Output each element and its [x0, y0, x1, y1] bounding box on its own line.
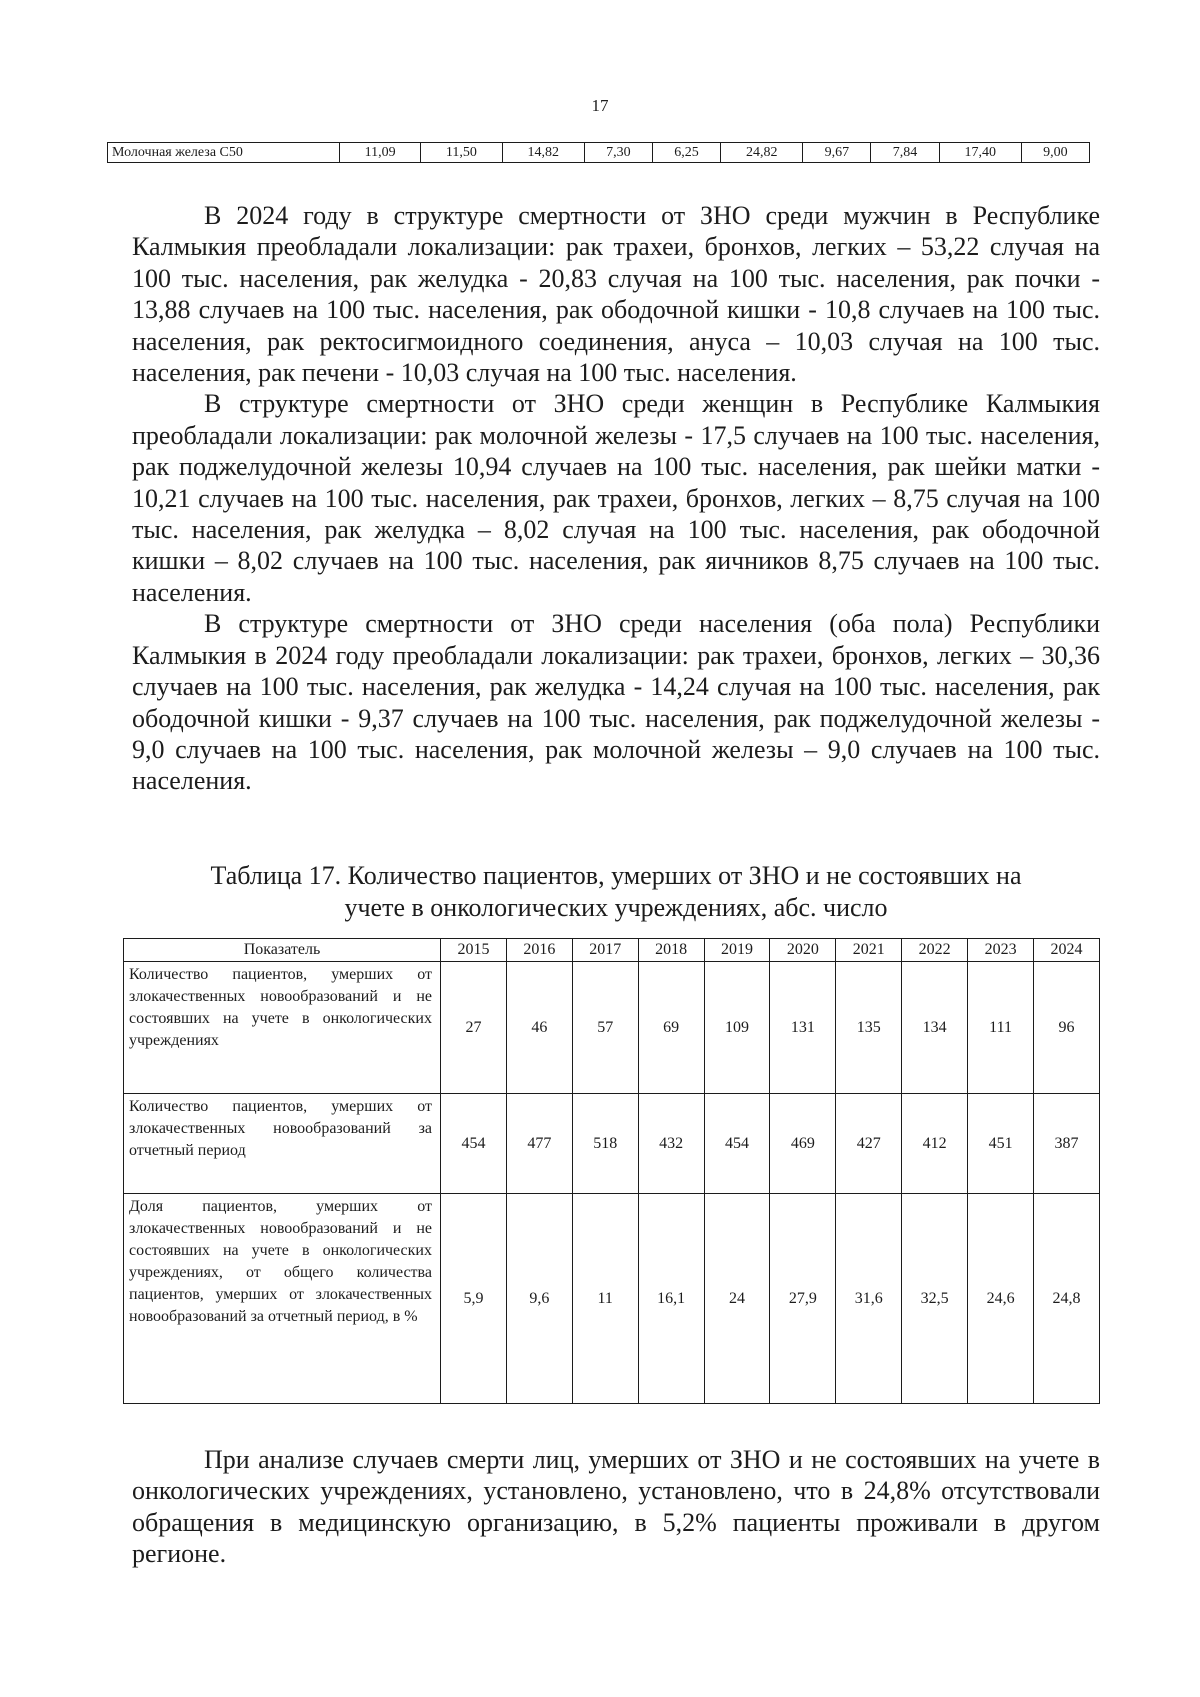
column-header-year: 2020 — [770, 939, 836, 962]
table-cell: 134 — [902, 962, 968, 1094]
table-caption-line: учете в онкологических учреждениях, абс. число — [344, 893, 888, 922]
table-cell: 17,40 — [939, 143, 1021, 163]
table-cell: 469 — [770, 1094, 836, 1194]
table-cell: 6,25 — [652, 143, 720, 163]
table-cell: 57 — [572, 962, 638, 1094]
table-cell: 7,30 — [584, 143, 652, 163]
table-cell: 69 — [638, 962, 704, 1094]
row-label: Молочная железа С50 — [108, 143, 340, 163]
table-header-row — [124, 939, 1100, 962]
paragraph-men: В 2024 году в структуре смертности от ЗНО среди мужчин в Республике Калмыкия преобладали локализации: рак трахеи, бронхов, легких – 53,22 случая на 100 тыс. населения, рак желудка - 20,83 случая на 100 тыс. населения, рак почки - 13,88 случаев на 100 тыс. населения, рак ободочной кишки - 10,8 случаев на 100 тыс. населения, рак ректосигмоидного соединения, ануса – 10,03 случая на 100 тыс. населения, рак печени - 10,03 случая на 100 тыс. населения. — [132, 201, 1100, 388]
column-header-year: 2021 — [836, 939, 902, 962]
table-cell: 27,9 — [770, 1194, 836, 1404]
table-cell: 412 — [902, 1094, 968, 1194]
table-cell: 111 — [968, 962, 1034, 1094]
table-cell: 387 — [1034, 1094, 1100, 1194]
column-header-indicator: Показатель — [124, 939, 441, 962]
table-cell: 27 — [441, 962, 507, 1094]
table-row — [124, 1194, 1100, 1404]
row-label: Количество пациентов, умерших от злокачественных новообразований за отчетный период — [124, 1094, 441, 1194]
column-header-year: 2016 — [506, 939, 572, 962]
table-row — [108, 143, 1090, 163]
table-cell: 454 — [441, 1094, 507, 1194]
column-header-year: 2023 — [968, 939, 1034, 962]
table-caption-line: Таблица 17. Количество пациентов, умерших от ЗНО и не состоявших на — [210, 861, 1022, 890]
table-17 — [123, 938, 1100, 1404]
table-cell: 24 — [704, 1194, 770, 1404]
table-cell: 16,1 — [638, 1194, 704, 1404]
table-cell: 7,84 — [871, 143, 939, 163]
continuation-table — [107, 142, 1090, 163]
table-cell: 432 — [638, 1094, 704, 1194]
table-cell: 109 — [704, 962, 770, 1094]
column-header-year: 2024 — [1034, 939, 1100, 962]
table-cell: 5,9 — [441, 1194, 507, 1404]
table-cell: 11 — [572, 1194, 638, 1404]
page-number: 17 — [591, 96, 609, 115]
table-cell: 451 — [968, 1094, 1034, 1194]
table-row — [124, 1094, 1100, 1194]
table-cell: 11,50 — [421, 143, 502, 163]
column-header-year: 2018 — [638, 939, 704, 962]
paragraph-both-sexes: В структуре смертности от ЗНО среди населения (оба пола) Республики Калмыкия в 2024 году преобладали локализации: рак трахеи, бронхов, легких – 30,36 случаев на 100 тыс. населения, рак желудка - 14,24 случая на 100 тыс. населения, рак ободочной кишки - 9,37 случаев на 100 тыс. населения, рак поджелудочной железы - 9,0 случаев на 100 тыс. населения, рак молочной железы – 9,0 случаев на 100 тыс. населения. — [132, 609, 1100, 796]
row-label: Доля пациентов, умерших от злокачественных новообразований и не состоявших на учете в онкологических учреждениях, от общего количества пациентов, умерших от злокачественных новообразований за отчетный период, в % — [124, 1194, 441, 1404]
table-cell: 135 — [836, 962, 902, 1094]
column-header-year: 2022 — [902, 939, 968, 962]
table-cell: 9,00 — [1021, 143, 1089, 163]
table-cell: 24,82 — [721, 143, 803, 163]
table-cell: 9,67 — [803, 143, 871, 163]
table-cell: 427 — [836, 1094, 902, 1194]
body-paragraphs — [132, 200, 1100, 797]
column-header-year: 2019 — [704, 939, 770, 962]
table-cell: 9,6 — [506, 1194, 572, 1404]
table-cell: 14,82 — [502, 143, 584, 163]
table-row — [124, 962, 1100, 1094]
conclusion-paragraph — [132, 1444, 1100, 1570]
table-cell: 477 — [506, 1094, 572, 1194]
column-header-year: 2015 — [441, 939, 507, 962]
table-cell: 518 — [572, 1094, 638, 1194]
row-label: Количество пациентов, умерших от злокачественных новообразований и не состоявших на учете в онкологических учреждениях — [124, 962, 441, 1094]
table-cell: 32,5 — [902, 1194, 968, 1404]
table-cell: 24,6 — [968, 1194, 1034, 1404]
paragraph-women: В структуре смертности от ЗНО среди женщин в Республике Калмыкия преобладали локализации: рак молочной железы - 17,5 случаев на 100 тыс. населения, рак поджелудочной железы 10,94 случаев на 100 тыс. населения, рак шейки матки - 10,21 случаев на 100 тыс. населения, рак трахеи, бронхов, легких – 8,75 случая на 100 тыс. населения, рак желудка – 8,02 случая на 100 тыс. населения, рак ободочной кишки – 8,02 случаев на 100 тыс. населения, рак яичников 8,75 случаев на 100 тыс. населения. — [132, 389, 1100, 607]
table-caption — [132, 860, 1100, 924]
column-header-year: 2017 — [572, 939, 638, 962]
table-cell: 454 — [704, 1094, 770, 1194]
table-cell: 46 — [506, 962, 572, 1094]
table-cell: 11,09 — [340, 143, 421, 163]
table-cell: 31,6 — [836, 1194, 902, 1404]
table-cell: 131 — [770, 962, 836, 1094]
paragraph-conclusion: При анализе случаев смерти лиц, умерших от ЗНО и не состоявших на учете в онкологических учреждениях, установлено, установлено, что в 24,8% отсутствовали обращения в медицинскую организацию, в 5,2% пациенты проживали в другом регионе. — [132, 1445, 1100, 1569]
table-cell: 96 — [1034, 962, 1100, 1094]
table-cell: 24,8 — [1034, 1194, 1100, 1404]
